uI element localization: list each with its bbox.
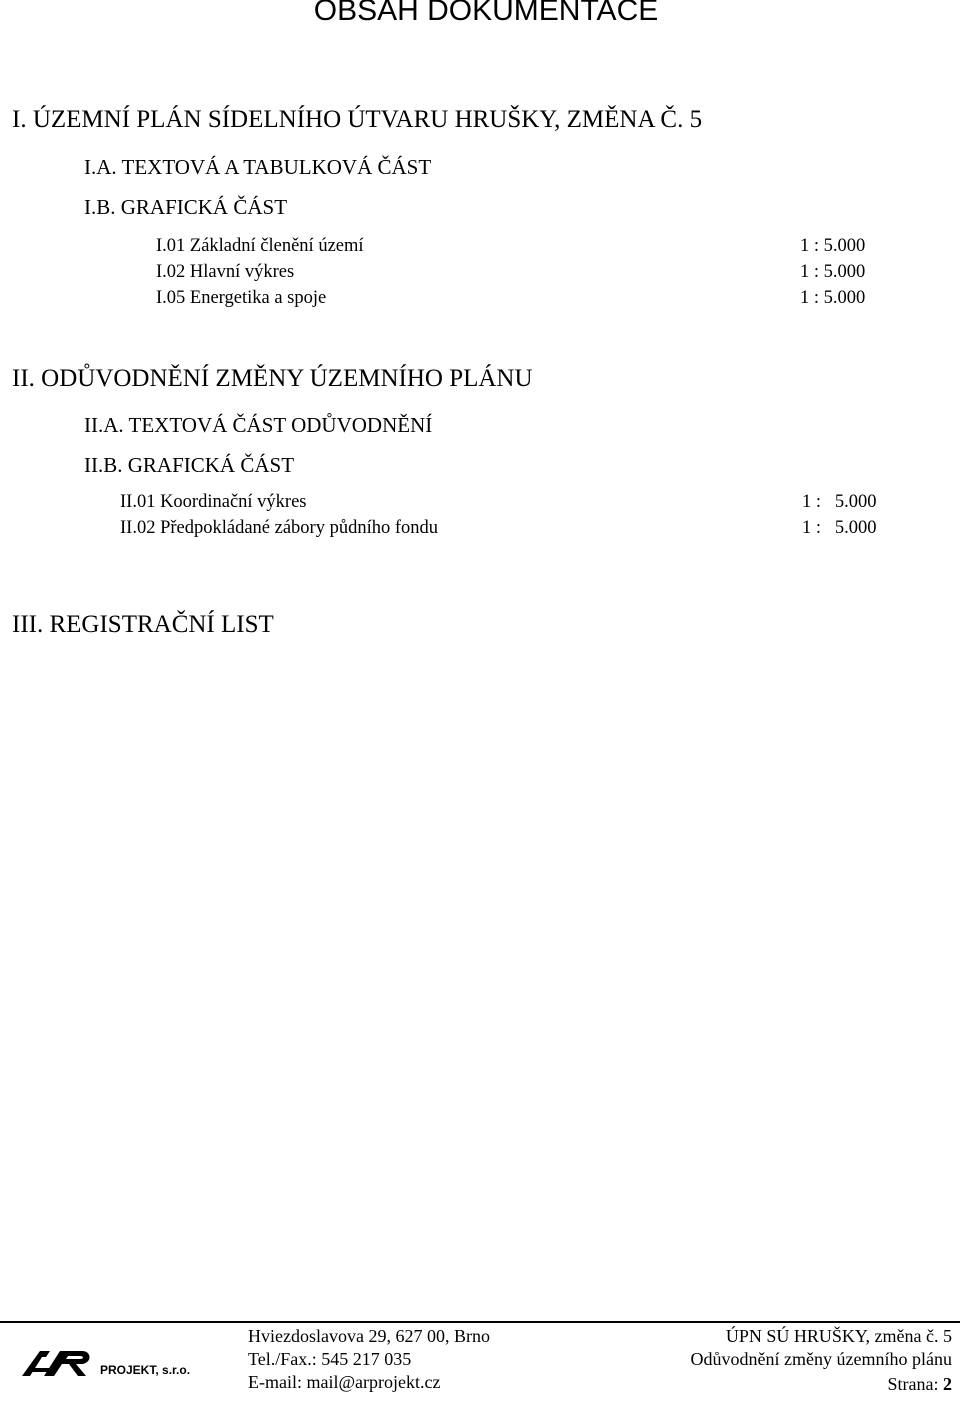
drawing-scale: 1 : 5.000 [802,492,877,512]
section-3-heading: III. REGISTRAČNÍ LIST [12,611,274,638]
section-1-part-b: I.B. GRAFICKÁ ČÁST [84,195,288,219]
drawing-scale: 1 : 5.000 [800,236,866,256]
section-2-part-b: II.B. GRAFICKÁ ČÁST [84,453,295,477]
document-title: OBSAH DOKUMENTACE [313,0,659,27]
drawing-label: I.05 Energetika a spoje [156,288,327,308]
footer-address: Hviezdoslavova 29, 627 00, Brno [248,1326,490,1346]
section-2-heading: II. ODŮVODNĚNÍ ZMĚNY ÚZEMNÍHO PLÁNU [12,365,533,392]
drawing-label: II.01 Koordinační výkres [120,492,307,512]
logo-text: PROJEKT, s.r.o. [100,1363,191,1377]
footer-page [888,1374,953,1395]
footer-phone: Tel./Fax.: 545 217 035 [248,1349,412,1369]
company-logo [20,1343,200,1383]
page-label: Strana: [887,1374,943,1394]
drawing-scale: 1 : 5.000 [802,518,877,538]
drawing-label: II.02 Předpokládané zábory půdního fondu [120,518,439,538]
section-2-part-a: II.A. TEXTOVÁ ČÁST ODŮVODNĚNÍ [84,413,433,437]
section-1-heading: I. ÚZEMNÍ PLÁN SÍDELNÍHO ÚTVARU HRUŠKY, ZMĚNA Č. 5 [12,106,703,133]
section-1-part-a: I.A. TEXTOVÁ A TABULKOVÁ ČÁST [84,155,432,179]
drawing-scale: 1 : 5.000 [800,262,866,282]
footer-doc-part: Odůvodnění změny územního plánu [690,1349,952,1369]
drawing-scale: 1 : 5.000 [800,288,866,308]
drawing-label: I.01 Základní členění území [156,236,364,256]
footer-doc-name: ÚPN SÚ HRUŠKY, změna č. 5 [725,1326,952,1346]
footer-email: E-mail: mail@arprojekt.cz [248,1372,441,1392]
drawing-label: I.02 Hlavní výkres [156,262,295,282]
footer-divider [0,1321,960,1323]
page-number: 2 [943,1374,952,1394]
